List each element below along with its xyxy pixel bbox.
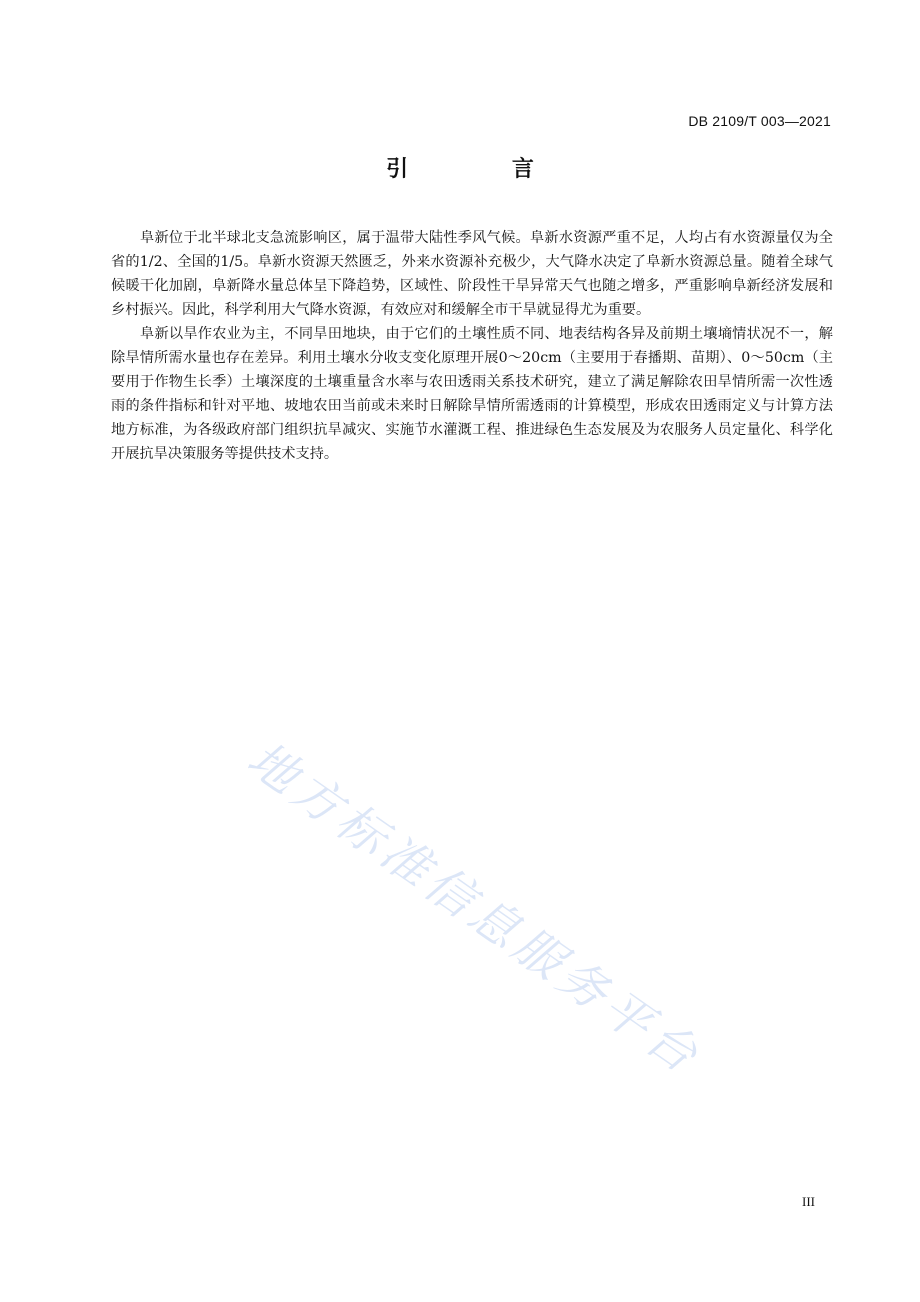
page-number: III [802, 1194, 815, 1209]
paragraph-1: 阜新位于北半球北支急流影响区，属于温带大陆性季风气候。阜新水资源严重不足，人均占有水资源量仅为全省的1/2、全国的1/5。阜新水资源天然匮乏，外来水资源补充极少，大气降水决定了阜新水资源总量。随着全球气候暖干化加剧，阜新降水量总体呈下降趋势，区域性、阶段性干旱异常天气也随之增多，严重影响阜新经济发展和乡村振兴。因此，科学利用大气降水资源，有效应对和缓解全市干旱就显得尤为重要。 [111, 230, 833, 318]
document-code: DB 2109/T 003—2021 [688, 113, 831, 129]
watermark: 地方标准信息服务平台 [237, 730, 712, 1087]
body-text [111, 226, 833, 466]
paragraph-2: 阜新以旱作农业为主，不同旱田地块，由于它们的土壤性质不同、地表结构各异及前期土壤墒情状况不一，解除旱情所需水量也存在差异。利用土壤水分收支变化原理开展0～20cm（主要用于春播期、苗期）、0～50cm（主要用于作物生长季）土壤深度的土壤重量含水率与农田透雨关系技术研究，建立了满足解除农田旱情所需一次性透雨的条件指标和针对平地、坡地农田当前或未来时日解除旱情所需透雨的计算模型，形成农田透雨定义与计算方法地方标准，为各级政府部门组织抗旱减灾、实施节水灌溉工程、推进绿色生态发展及为农服务人员定量化、科学化开展抗旱决策服务等提供技术支持。 [111, 326, 833, 462]
section-title: 引 言 [386, 157, 582, 182]
